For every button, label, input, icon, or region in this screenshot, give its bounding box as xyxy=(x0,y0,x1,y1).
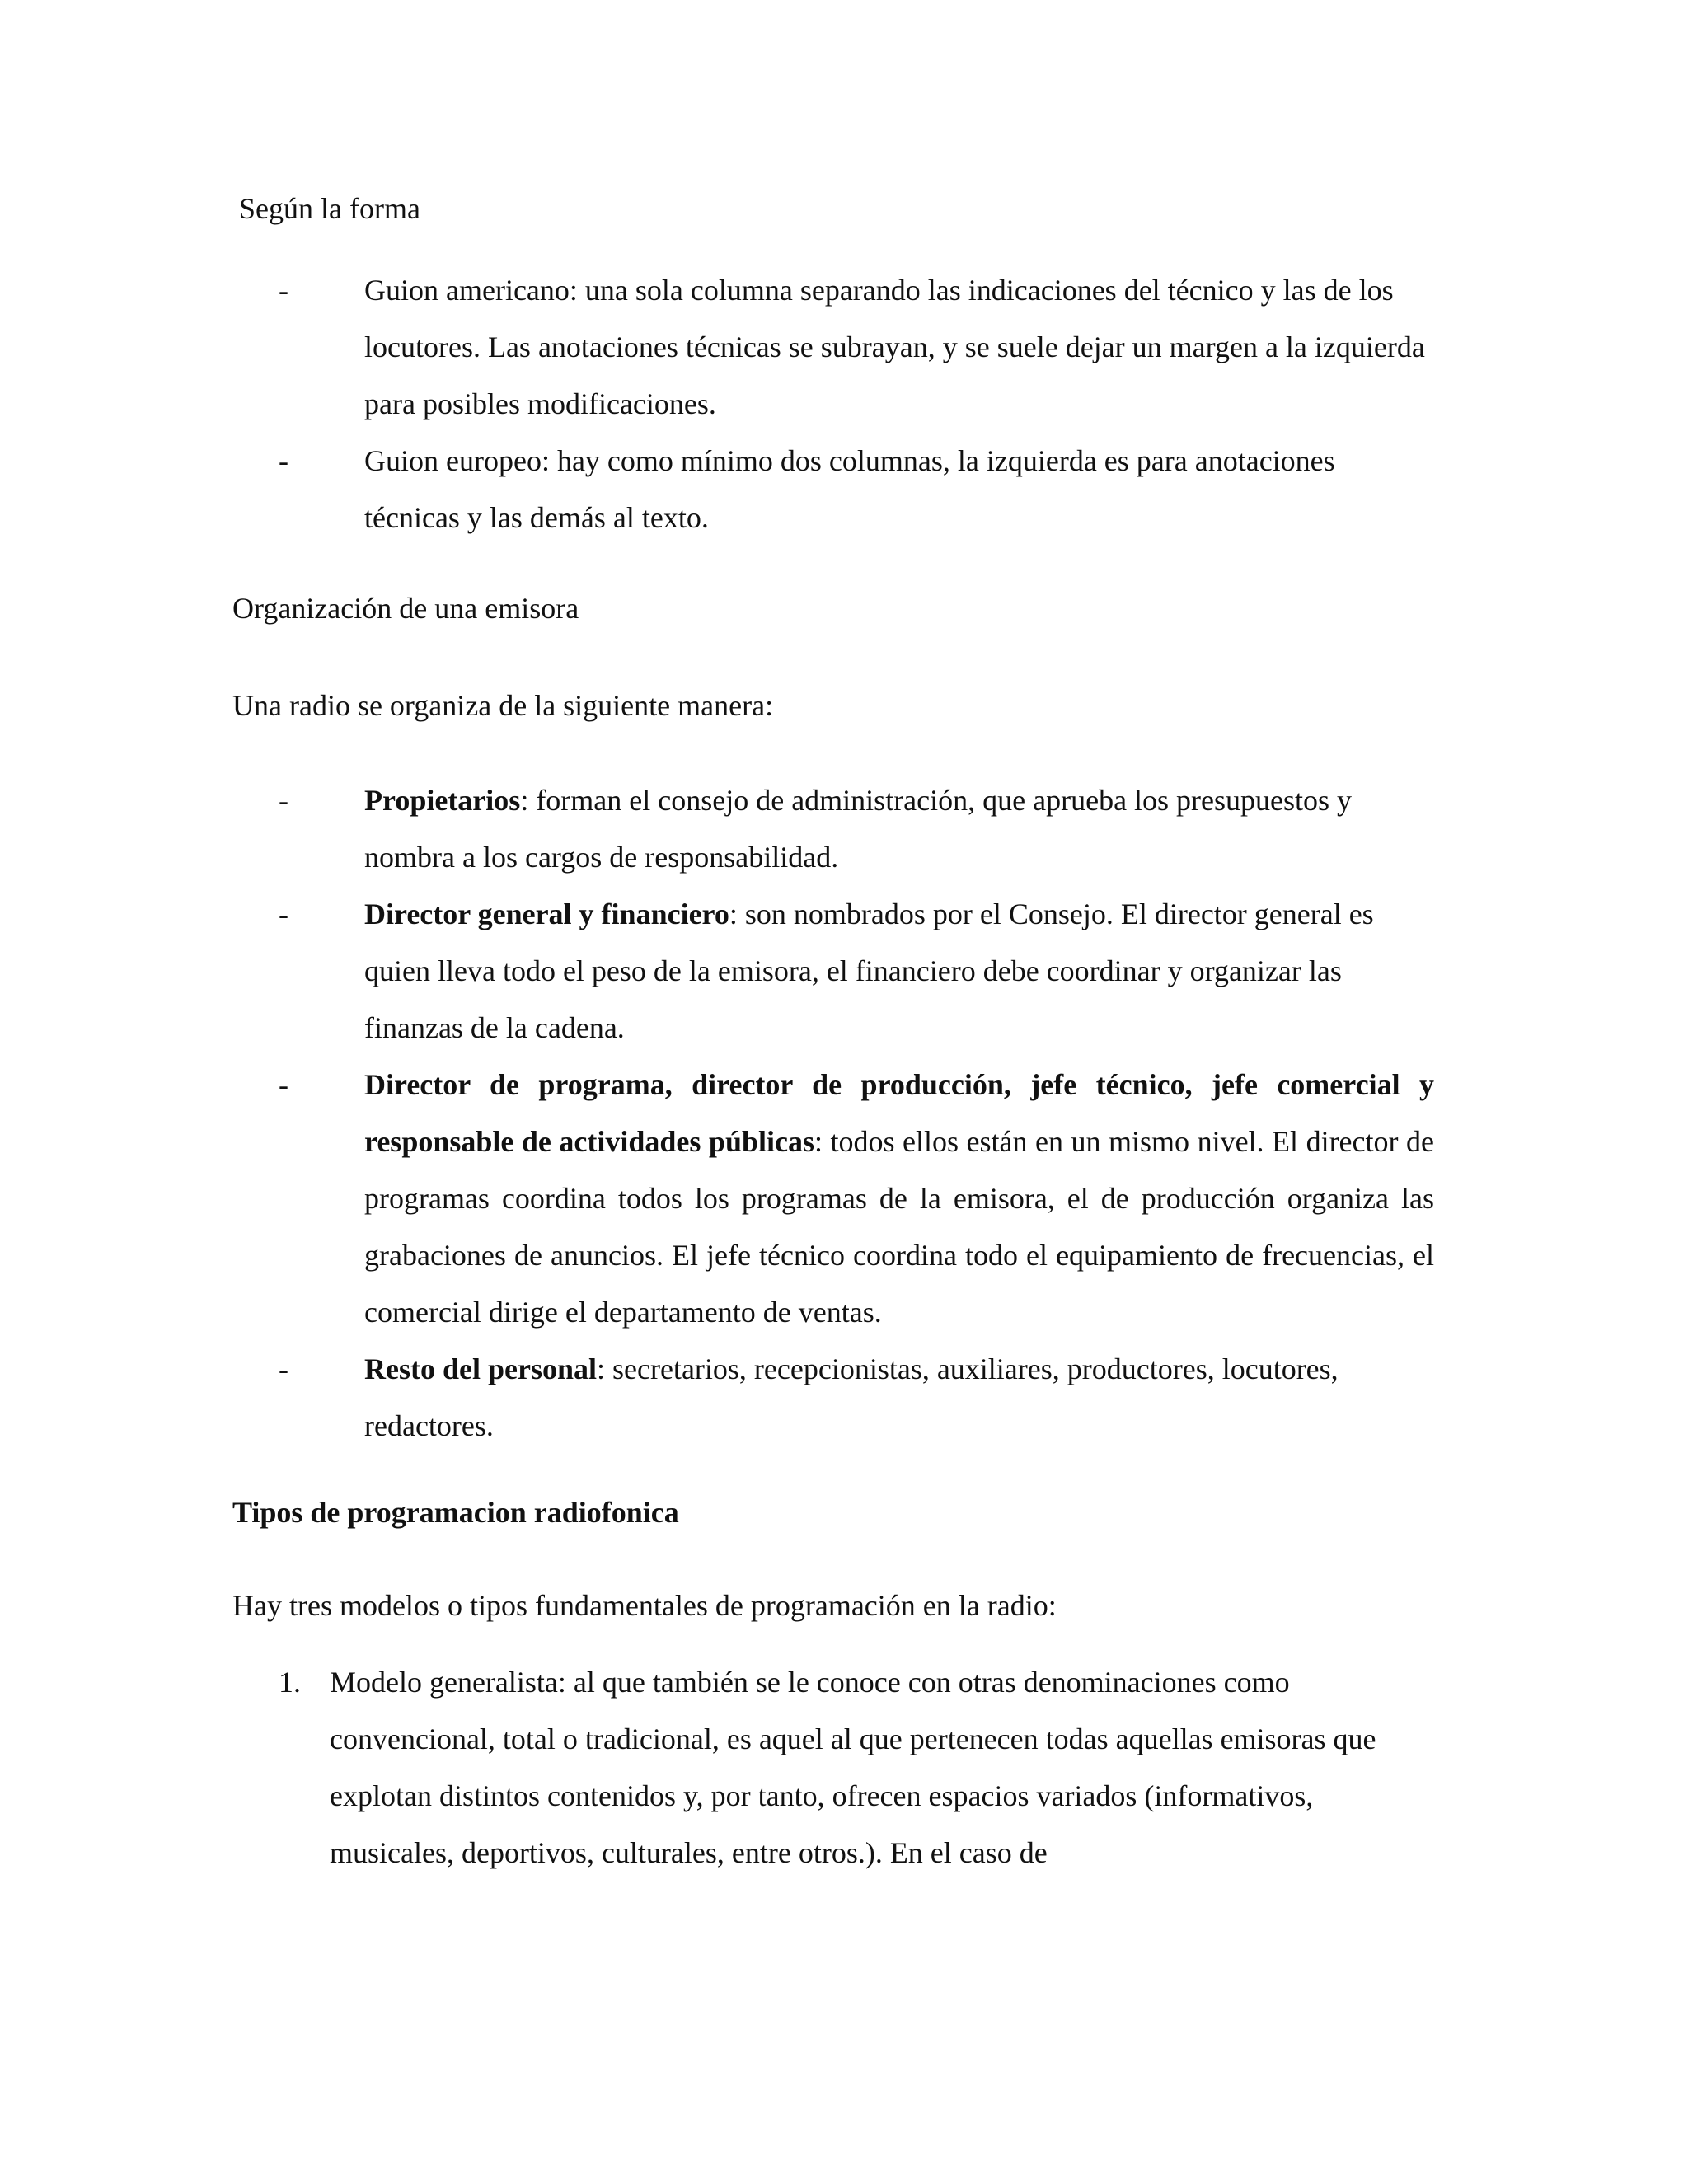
list-item-text: Guion americano: una sola columna separando las indicaciones del técnico y las de los locutores. Las anotaciones técnicas se subrayan, y se suele dejar un margen a la izquierda para posibles modificaciones. xyxy=(364,274,1425,420)
list-marker: - xyxy=(279,784,288,817)
list-item-text: Guion europeo: hay como mínimo dos columnas, la izquierda es para anotaciones técnicas y las demás al texto. xyxy=(364,444,1335,534)
list-item-text: : son nombrados por el Consejo. El director general es quien lleva todo el peso de la emisora, el financiero debe coordinar y organizar las finanzas de la cadena. xyxy=(364,898,1374,1044)
list-item xyxy=(0,1654,1434,1882)
list-marker: - xyxy=(279,898,288,930)
section-title-form: Según la forma xyxy=(239,192,420,225)
types-intro: Hay tres modelos o tipos fundamentales de programación en la radio: xyxy=(232,1589,1057,1622)
list-item xyxy=(0,433,1434,546)
list-item xyxy=(0,262,1434,433)
list-marker: - xyxy=(279,444,288,477)
section-title-types: Tipos de programacion radiofonica xyxy=(232,1496,679,1529)
list-item xyxy=(0,1057,1434,1341)
list-item xyxy=(0,1341,1434,1455)
list-item-term: Director general y financiero xyxy=(364,898,729,930)
list-item xyxy=(0,886,1434,1057)
list-marker: - xyxy=(279,274,288,307)
types-list xyxy=(0,1654,1434,1882)
org-intro: Una radio se organiza de la siguiente manera: xyxy=(232,689,774,722)
list-item-term: Propietarios xyxy=(364,784,521,817)
list-marker: - xyxy=(279,1352,288,1385)
list-marker: - xyxy=(279,1068,288,1101)
form-list xyxy=(0,262,1434,546)
list-item xyxy=(0,772,1434,886)
list-item-text: : secretarios, recepcionistas, auxiliares, productores, locutores, redactores. xyxy=(364,1352,1339,1442)
list-marker: 1. xyxy=(279,1666,301,1699)
list-item-text: : todos ellos están en un mismo nivel. El director de programas coordina todos los programas de la emisora, el de producción organiza las grabaciones de anuncios. El jefe técnico coordina todo el equipamiento de frecuencias, el comercial dirige el departamento de ventas. xyxy=(364,1125,1434,1329)
list-item-text: Modelo generalista: al que también se le conoce con otras denominaciones como convencional, total o tradicional, es aquel al que pertenecen todas aquellas emisoras que explotan distintos contenidos y, por tanto, ofrecen espacios variados (informativos, musicales, deportivos, culturales, entre otros.). En el caso de xyxy=(330,1666,1376,1869)
list-item-term: Director de programa, director de producción, jefe técnico, jefe comercial y responsable de actividades públicas xyxy=(364,1068,1434,1158)
org-list xyxy=(0,772,1434,1455)
list-item-text: : forman el consejo de administración, que aprueba los presupuestos y nombra a los cargos de responsabilidad. xyxy=(364,784,1353,874)
section-title-org: Organización de una emisora xyxy=(232,592,579,625)
list-item-term: Resto del personal xyxy=(364,1352,597,1385)
